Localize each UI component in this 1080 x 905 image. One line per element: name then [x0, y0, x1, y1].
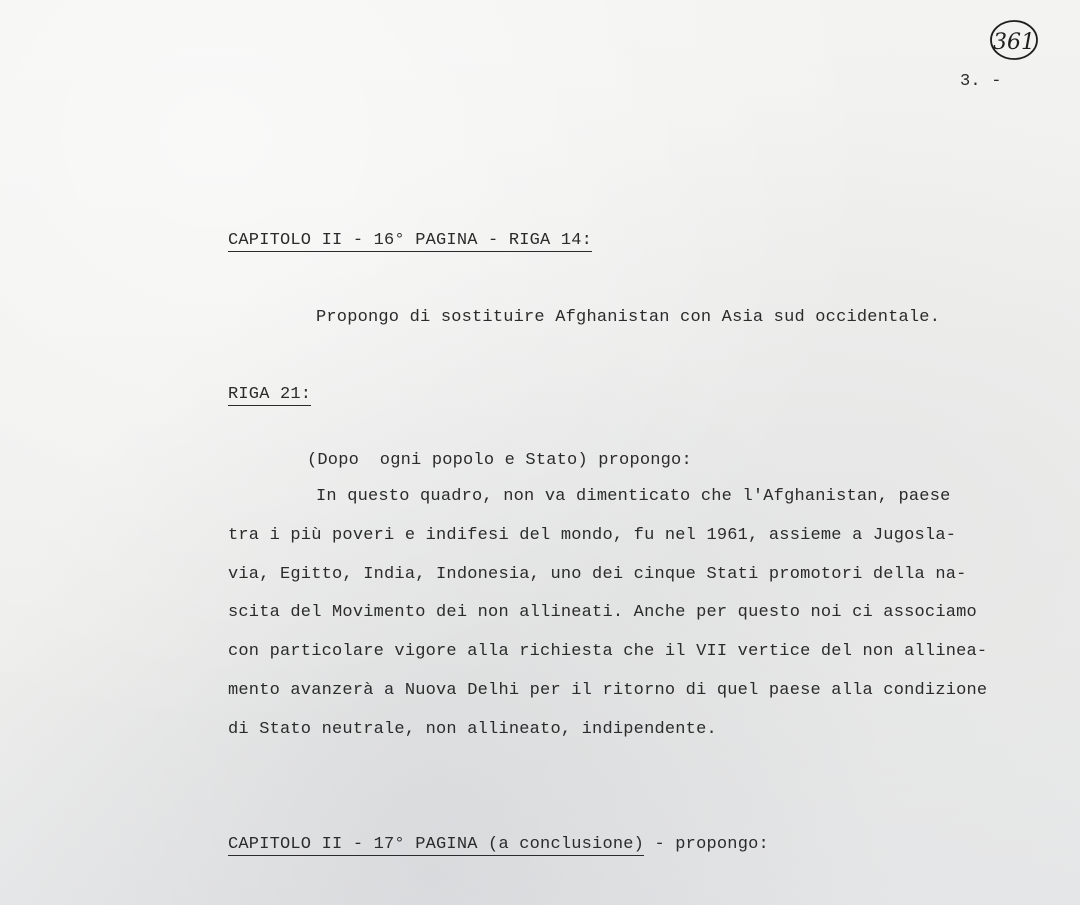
paragraph-line: di Stato neutrale, non allineato, indipendente. — [228, 720, 717, 739]
heading-capitolo-17-text: CAPITOLO II - 17° PAGINA (a conclusione) — [228, 835, 645, 854]
heading-riga-21-text: RIGA 21: — [228, 385, 312, 404]
paragraph-line: In questo quadro, non va dimenticato che l'Afghanistan, paese — [316, 487, 951, 506]
page-number: 3. - — [960, 72, 1002, 91]
heading-riga-21 — [228, 385, 311, 405]
page-stamp — [988, 18, 1040, 62]
paragraph-line: scita del Movimento dei non allineati. Anche per questo noi ci associamo — [228, 603, 977, 622]
paragraph-line: via, Egitto, India, Indonesia, uno dei cinque Stati promotori della na- — [228, 565, 967, 584]
paragraph-line: mento avanzerà a Nuova Delhi per il ritorno di quel paese alla condizione — [228, 681, 988, 700]
heading-capitolo-16 — [228, 231, 592, 251]
heading-capitolo-17-tail: - propongo: — [644, 835, 769, 854]
proposal-afghanistan: Propongo di sostituire Afghanistan con Asia sud occidentale. — [316, 308, 941, 327]
proposal-intro: (Dopo ogni popolo e Stato) propongo: — [307, 451, 692, 470]
paragraph-line: tra i più poveri e indifesi del mondo, fu nel 1961, assieme a Jugosla- — [228, 526, 957, 545]
heading-capitolo-17 — [228, 835, 769, 855]
heading-capitolo-16-text: CAPITOLO II - 16° PAGINA - RIGA 14: — [228, 231, 593, 250]
paragraph-line: con particolare vigore alla richiesta che il VII vertice del non allinea- — [228, 642, 988, 661]
stamp-number: 361 — [993, 30, 1035, 55]
